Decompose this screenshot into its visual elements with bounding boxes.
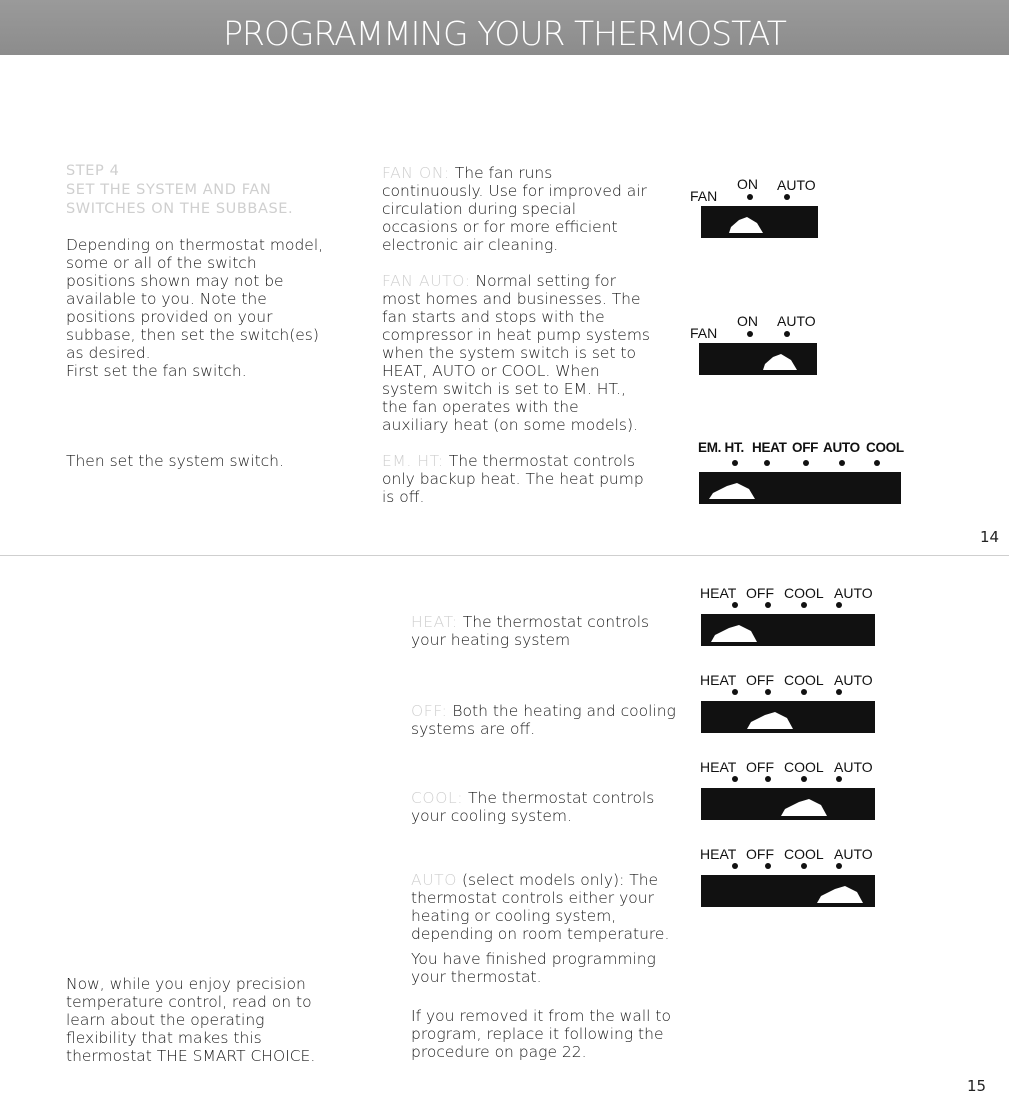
heat-position-label: HEAT [700, 585, 737, 601]
position-dot [732, 776, 738, 782]
switch-bar [701, 701, 875, 733]
position-dot [836, 602, 842, 608]
auto-position-label: AUTO [834, 672, 873, 688]
position-dot [732, 460, 738, 466]
position-dot [836, 863, 842, 869]
position-dot [765, 776, 771, 782]
cool-description [411, 789, 673, 825]
cool-term: COOL: [411, 789, 464, 807]
intro-paragraph: Depending on thermostat model, some or all of the switch positions shown may not be available to you. Note the positions provided on your subbase, then set the switch(es) as desired. [66, 236, 324, 362]
page-number: 14 [980, 528, 1000, 546]
closing-paragraph: Now, while you enjoy precision temperature control, read on to learn about the operating flexibility that makes this thermostat THE SMART CHOICE. [66, 975, 316, 1065]
fan-on-text: The fan runs continuously. Use for improved air circulation during special occasions or for more efficient electronic air cleaning. [382, 164, 647, 254]
heat-term: HEAT: [411, 613, 458, 631]
page-title: PROGRAMMING YOUR THERMOSTAT [223, 14, 786, 53]
heat-position-label: HEAT [700, 759, 737, 775]
step-heading-line: STEP 4 [66, 163, 120, 179]
position-dot [801, 689, 807, 695]
cool-position-label: COOL [866, 440, 904, 455]
position-dot [801, 602, 807, 608]
step-heading [66, 162, 346, 219]
fan-auto-position-label: AUTO [777, 177, 816, 193]
cool-position-label: COOL [784, 759, 824, 775]
fan-on-description [382, 164, 650, 254]
position-dot [765, 602, 771, 608]
auto-position-label: AUTO [834, 759, 873, 775]
step-heading-line: SET THE SYSTEM AND FAN [66, 182, 272, 198]
position-dot [784, 331, 790, 337]
heat-position-label: HEAT [700, 846, 737, 862]
auto-text: (select models only): The thermostat controls either your heating or cooling system, depending on room temperature. [411, 871, 670, 943]
position-dot [839, 460, 845, 466]
position-dot [874, 460, 880, 466]
switch-bar [699, 472, 901, 504]
switch-bar [699, 343, 817, 375]
system-switch-instruction: Then set the system switch. [66, 452, 284, 470]
switch-lever-icon [701, 614, 875, 646]
off-description [411, 702, 683, 738]
fan-label: FAN [690, 325, 718, 341]
position-dot [732, 863, 738, 869]
fan-auto-position-label: AUTO [777, 313, 816, 329]
switch-bar [701, 206, 818, 238]
position-dot [765, 689, 771, 695]
em-ht-term: EM. HT: [382, 452, 444, 470]
switch-bar [701, 614, 875, 646]
em-ht-description [382, 452, 644, 506]
fan-switch-instruction: First set the fan switch. [66, 362, 247, 380]
off-position-label: OFF [792, 440, 819, 455]
heat-position-label: HEAT [700, 672, 737, 688]
em-ht-text: The thermostat controls only backup heat. The heat pump is off. [382, 452, 644, 506]
position-dot [764, 460, 770, 466]
off-position-label: OFF [746, 672, 774, 688]
position-dot [747, 331, 753, 337]
fan-auto-description [382, 272, 650, 434]
off-position-label: OFF [746, 585, 774, 601]
position-dot [732, 689, 738, 695]
auto-position-label: AUTO [834, 846, 873, 862]
auto-description [411, 871, 673, 943]
switch-lever-icon [701, 206, 818, 238]
replace-paragraph: If you removed it from the wall to program, replace it following the procedure on page 22. [411, 1007, 671, 1061]
em-ht-position-label: EM. HT. [698, 440, 744, 455]
switch-lever-icon [699, 343, 817, 375]
heat-description [411, 613, 673, 649]
position-dot [801, 863, 807, 869]
cool-position-label: COOL [784, 846, 824, 862]
position-dot [784, 194, 790, 200]
position-dot [836, 689, 842, 695]
page-number: 15 [967, 1077, 987, 1095]
switch-lever-icon [699, 472, 901, 504]
switch-bar [701, 788, 875, 820]
fan-on-position-label: ON [737, 313, 758, 329]
switch-bar [701, 875, 875, 907]
cool-text: The thermostat controls your cooling system. [411, 789, 655, 825]
finished-paragraph: You have finished programming your thermostat. [411, 950, 656, 986]
position-dot [836, 776, 842, 782]
header-banner [0, 0, 1009, 55]
off-position-label: OFF [746, 759, 774, 775]
fan-on-term: FAN ON: [382, 164, 450, 182]
auto-term: AUTO [411, 871, 458, 889]
heat-text: The thermostat controls your heating system [411, 613, 650, 649]
position-dot [747, 194, 753, 200]
fan-auto-term: FAN AUTO: [382, 272, 471, 290]
auto-position-label: AUTO [834, 585, 873, 601]
step-heading-line: SWITCHES ON THE SUBBASE. [66, 201, 294, 217]
cool-position-label: COOL [784, 585, 824, 601]
fan-on-position-label: ON [737, 176, 758, 192]
position-dot [732, 602, 738, 608]
position-dot [803, 460, 809, 466]
fan-auto-text: Normal setting for most homes and businesses. The fan starts and stops with the compressor in heat pump systems when the system switch is set to HEAT, AUTO or COOL. When system switch is set to EM. HT., the fan operates with the auxiliary heat (on some models). [382, 272, 651, 434]
off-text: Both the heating and cooling systems are off. [411, 702, 676, 738]
position-dot [801, 776, 807, 782]
position-dot [765, 863, 771, 869]
fan-label: FAN [690, 188, 718, 204]
switch-lever-icon [701, 875, 875, 907]
heat-position-label: HEAT [752, 440, 787, 455]
switch-lever-icon [701, 788, 875, 820]
page-divider [0, 555, 1009, 556]
switch-lever-icon [701, 701, 875, 733]
auto-position-label: AUTO [823, 440, 860, 455]
off-term: OFF: [411, 702, 448, 720]
cool-position-label: COOL [784, 672, 824, 688]
off-position-label: OFF [746, 846, 774, 862]
